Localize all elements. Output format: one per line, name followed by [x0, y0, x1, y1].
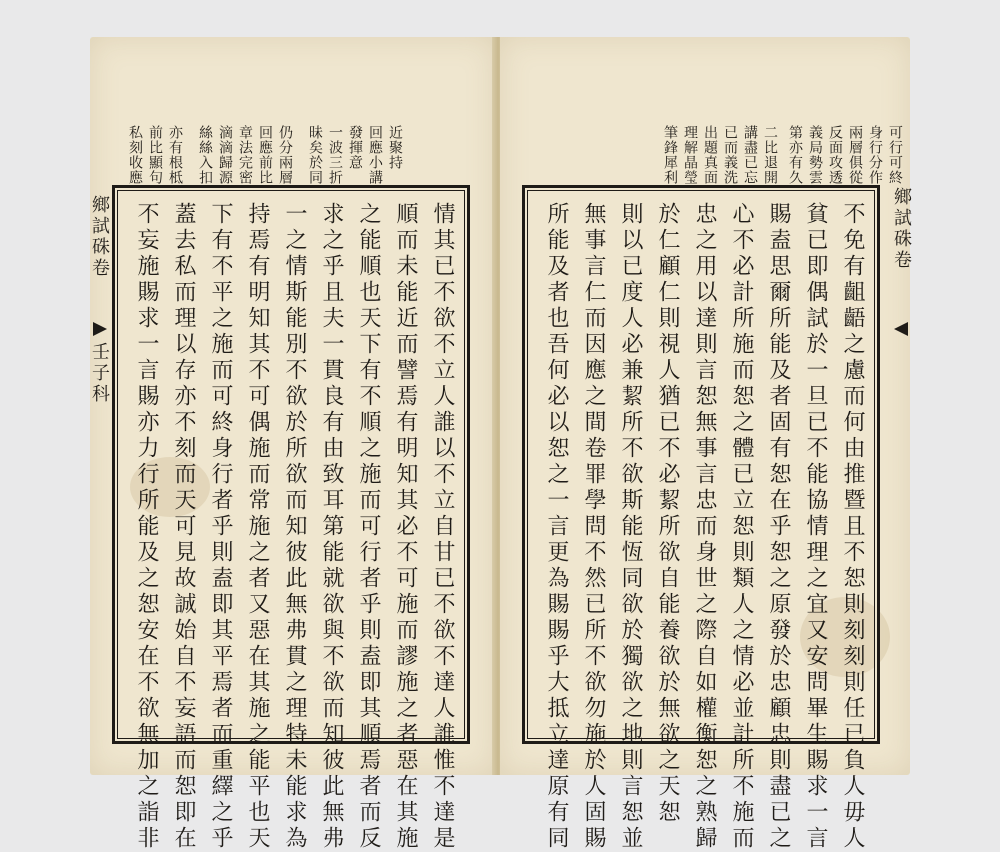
text-column: 蓋去私而理以存亦不刻而天可見故誠始自不妄語而恕即在: [171, 202, 196, 852]
commentary-note: 滴滴歸源: [217, 125, 233, 185]
text-column: 不免有齟齬之慮而何由推暨且不恕則刻刻則任已負人毋人: [840, 202, 865, 852]
commentary-note: 前比顯句: [147, 125, 163, 185]
commentary-note: 筆鋒犀利: [662, 125, 678, 185]
text-column: 求之乎且夫一貫良有由致耳第能就欲與不欲而知彼此無弗: [319, 202, 344, 852]
commentary-note: 絲絲入扣: [197, 125, 213, 185]
commentary-note: 反面攻透: [827, 125, 843, 185]
commentary-note: 理解晶瑩: [682, 125, 698, 185]
commentary-note: 已而義洗: [722, 125, 738, 185]
commentary-note: 私刻收應: [127, 125, 143, 185]
text-column: 所能及者也吾何必以恕之一言更為賜賜乎大抵立達原有同: [544, 202, 569, 852]
margin-year: 壬子科: [89, 342, 110, 405]
fold-mark-icon: [894, 322, 908, 336]
left-page: [89, 37, 495, 852]
commentary-note: 亦有根柢: [167, 125, 183, 185]
text-column: 忠之用以達則言恕無事言忠而身世之際自如權衡恕之熟歸: [692, 202, 717, 852]
commentary-note: 一波三折: [327, 125, 343, 185]
text-column: 賜盍思爾所能及者固有恕在乎恕之原發於忠顧忠則盡已之: [766, 202, 791, 852]
book-spread: [89, 37, 912, 852]
commentary-note: 近聚持: [387, 125, 403, 170]
text-column: 順而未能近而譬焉有明知其必不可施而謬施之者惡在其施: [393, 202, 418, 852]
text-column: 則以已度人必兼絜所不欲斯能恆同欲於獨欲之地則言恕並: [618, 202, 643, 852]
text-frame: [112, 185, 470, 852]
commentary-note: 第亦有久: [787, 125, 803, 185]
commentary-note: 出題真面: [702, 125, 718, 185]
commentary-note: 身行分作: [867, 125, 883, 185]
text-column: 於仁顧仁則視人猶已不必絜所欲自能養欲於無欲之天恕: [655, 202, 680, 826]
fold-mark-icon: [93, 322, 107, 336]
commentary-note: 可行可終: [887, 125, 903, 185]
commentary-note: 兩層俱從: [847, 125, 863, 185]
margin-title: 鄉試硃卷: [891, 187, 912, 271]
text-frame: [522, 185, 880, 852]
commentary-note: 回應前比: [257, 125, 273, 185]
text-column: 之能順也天下有不順之施而可行者乎則盍即其順焉者而反: [356, 202, 381, 852]
right-page: [500, 37, 912, 852]
text-column: 不妄施賜求一言賜亦力行所能及之恕安在不欲無加之詣非: [134, 202, 159, 852]
commentary-note: 義局勢雲: [807, 125, 823, 185]
commentary-note: 回應小講: [367, 125, 383, 185]
commentary-note: 章法完密: [237, 125, 253, 185]
text-column: 一之情斯能別不欲於所欲而知彼此無弗貫之理特未能求為: [282, 202, 307, 852]
text-column: 無事言仁而因應之間卷罪學問不然已所不欲勿施於人固賜: [581, 202, 606, 852]
text-column: 持焉有明知其不可偶施而常施之者又惡在其施之能平也天: [245, 202, 270, 852]
text-column: 貧已即偶試於一旦已不能協情理之宜又安問畢生賜求一言: [803, 202, 828, 852]
commentary-note: 二比退開: [762, 125, 778, 185]
commentary-note: 發揮意: [347, 125, 363, 170]
text-column: 下有不平之施而可終身行者乎則盍即其平焉者而重繹之乎: [208, 202, 233, 852]
commentary-note: 昧矣於同: [307, 125, 323, 185]
text-column: 心不必計所施而恕之體已立恕則類人之情必並計所不施而: [729, 202, 754, 852]
text-column: 情其已不欲不立人誰以不立自甘已不欲不達人誰惟不達是: [430, 202, 455, 852]
commentary-note: 仍分兩層: [277, 125, 293, 185]
commentary-note: 講盡已忘: [742, 125, 758, 185]
margin-title: 鄉試硃卷: [89, 195, 110, 279]
